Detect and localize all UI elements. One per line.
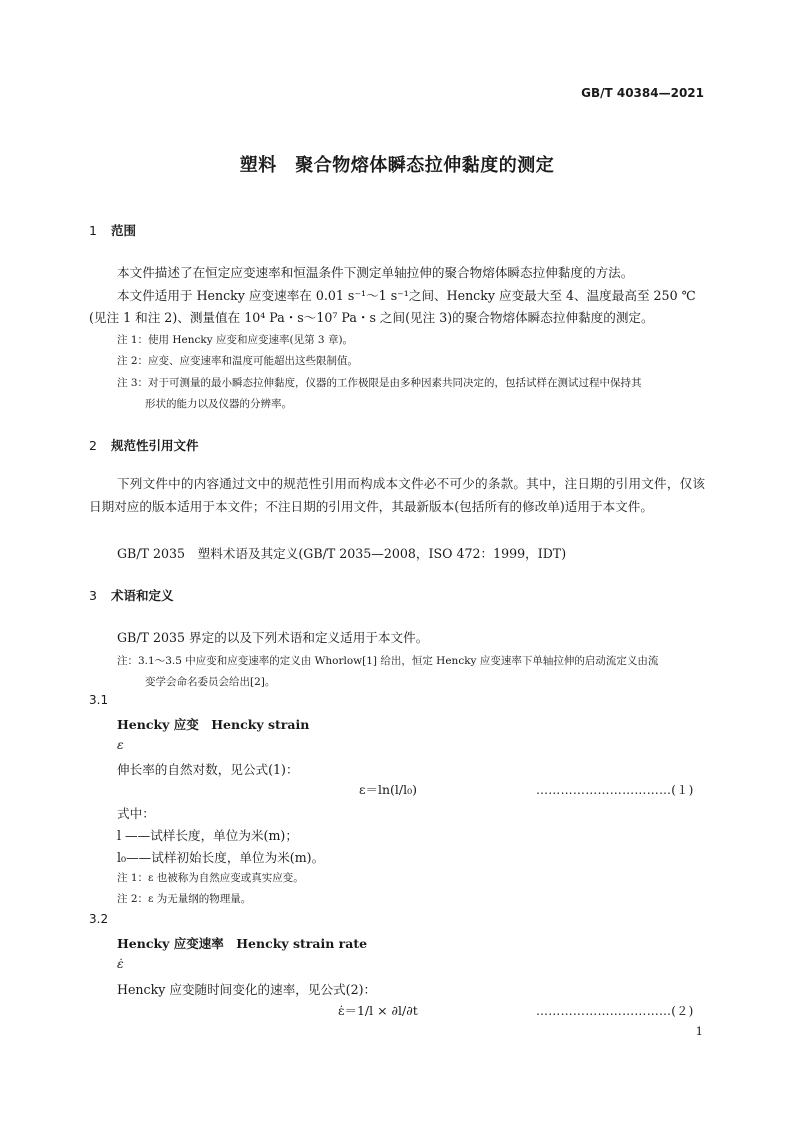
definition-3-2: Hencky 应变随时间变化的速率，见公式(2)：	[117, 982, 377, 997]
section-title: 术语和定义	[111, 588, 174, 603]
page-number: 1	[695, 1024, 703, 1038]
section-1-heading	[89, 221, 136, 239]
symbol-epsilon-dot: ε̇	[117, 956, 124, 971]
reference-gbt2035: GB/T 2035 塑料术语及其定义(GB/T 2035—2008，ISO 472：1999，IDT)	[117, 546, 567, 561]
terms-intro: GB/T 2035 界定的以及下列术语和定义适用于本文件。	[117, 630, 429, 645]
symbol-epsilon: ε	[117, 737, 124, 752]
scope-note-2: 注 2：应变、应变速率和温度可能超出这些限制值。	[117, 355, 359, 367]
scope-note-3a: 注 3：对于可测量的最小瞬态拉伸黏度，仪器的工作极限是由多种因素共同决定的，包括试样在测试过程中保持其	[117, 377, 642, 389]
term-hencky-strain-rate: Hencky 应变速率 Hencky strain rate	[117, 936, 368, 951]
clause-3-1-number: 3.1	[89, 693, 109, 707]
section-number: 2	[89, 438, 97, 453]
scope-paragraph-1: 本文件描述了在恒定应变速率和恒温条件下测定单轴拉伸的聚合物熔体瞬态拉伸黏度的方法。	[117, 265, 634, 280]
terms-note-a: 注：3.1～3.5 中应变和应变速率的定义由 Whorlow[1] 给出，恒定 Hencky 应变速率下单轴拉伸的启动流定义由流	[117, 655, 659, 667]
term-hencky-strain: Hencky 应变 Hencky strain	[117, 717, 310, 732]
formula-1: ε＝ln(l/l₀)	[359, 782, 417, 797]
section-number: 1	[89, 223, 97, 238]
section-title: 规范性引用文件	[111, 438, 199, 453]
section-title: 范围	[111, 223, 137, 238]
normative-references-paragraph: 下列文件中的内容通过文中的规范性引用而构成本文件必不可少的条款。其中，注日期的引用文件，仅该日期对应的版本适用于本文件；不注日期的引用文件，其最新版本(包括所有的修改单)适用于本文件。	[89, 476, 705, 514]
scope-paragraph-2a: 本文件适用于 Hencky 应变速率在 0.01 s⁻¹～1 s⁻¹之间、Hencky 应变最大至 4、温度最高至 250 ℃	[117, 288, 696, 303]
document-title: 塑料 聚合物熔体瞬态拉伸黏度的测定	[239, 155, 555, 176]
definition-3-1: 伸长率的自然对数，见公式(1)：	[117, 762, 299, 777]
scope-note-3b: 形状的能力以及仪器的分辨率。	[145, 398, 292, 410]
section-3-heading	[89, 586, 174, 604]
standard-number: GB/T 40384—2021	[581, 86, 704, 100]
terms-note-b: 变学会命名委员会给出[2]。	[145, 676, 276, 688]
clause-3-2-number: 3.2	[89, 912, 109, 926]
where-label: 式中：	[117, 806, 155, 821]
clause-3-1-note-2: 注 2：ε 为无量纲的物理量。	[117, 893, 252, 905]
scope-note-1: 注 1：使用 Hencky 应变和应变速率(见第 3 章)。	[117, 334, 354, 346]
formula-2: ε̇＝1/l × ∂l/∂t	[338, 1003, 418, 1018]
equation-number-1: ……………………………(１)	[536, 783, 694, 797]
clause-3-1-note-1: 注 1：ε 也被称为自然应变或真实应变。	[117, 872, 304, 884]
section-number: 3	[89, 588, 97, 603]
variable-l0: l₀——试样初始长度，单位为米(m)。	[117, 850, 325, 865]
variable-l: l ——试样长度，单位为米(m)；	[117, 828, 298, 843]
scope-paragraph-2b: (见注 1 和注 2)、测量值在 10⁴ Pa・s～10⁷ Pa・s 之间(见注 3)的聚合物熔体瞬态拉伸黏度的测定。	[89, 310, 654, 325]
section-2-heading	[89, 436, 199, 454]
equation-number-2: ……………………………(２)	[536, 1004, 694, 1018]
